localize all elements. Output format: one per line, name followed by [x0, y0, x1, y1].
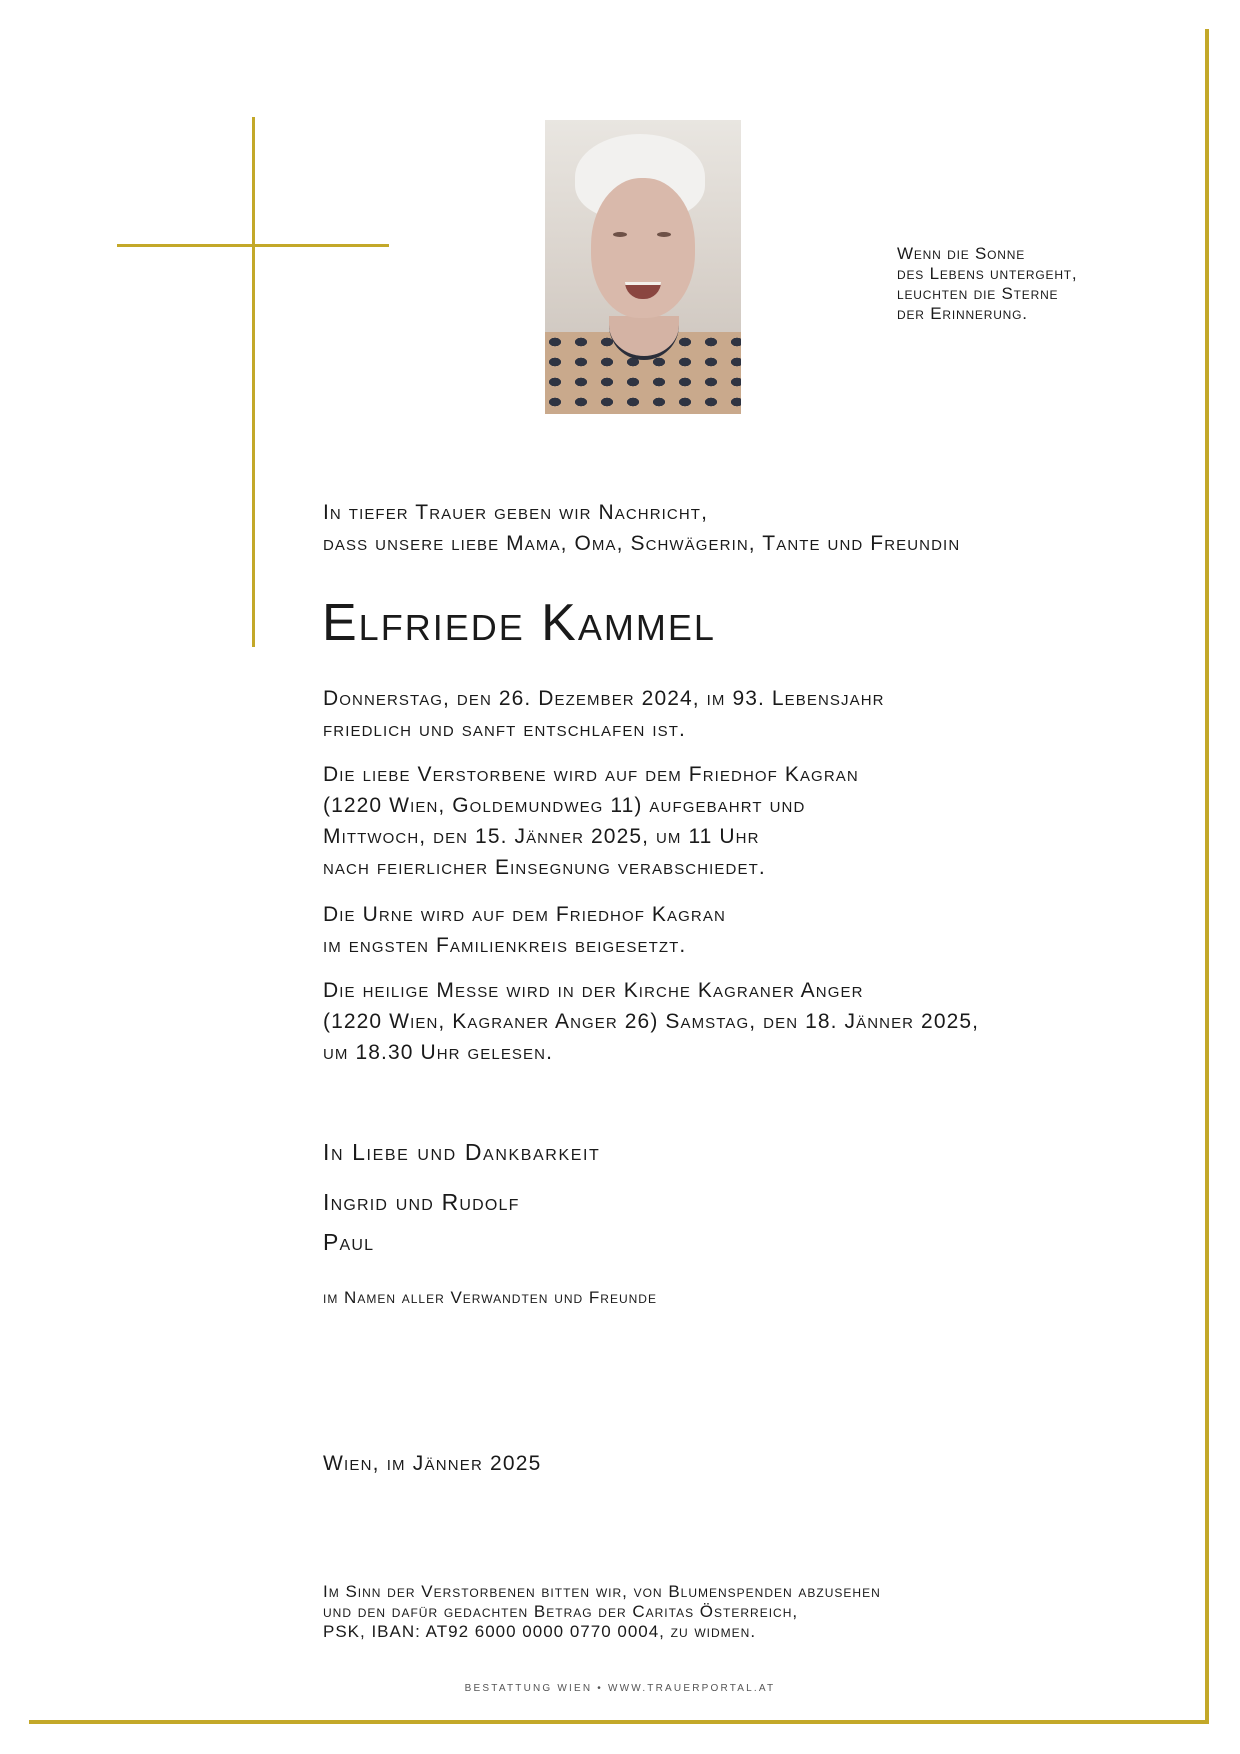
photo-eye-right	[657, 232, 671, 237]
paragraph-urn	[323, 899, 726, 961]
frame-bottom-line	[29, 1720, 1209, 1724]
memorial-quote	[897, 244, 1157, 324]
quote-line: Wenn die Sonne	[897, 244, 1026, 263]
intro-line: In tiefer Trauer geben wir Nachricht,	[323, 501, 708, 524]
paragraph-line: Die liebe Verstorbene wird auf dem Friedhof Kagran	[323, 763, 859, 786]
paragraph-line: um 18.30 Uhr gelesen.	[323, 1041, 554, 1064]
quote-line: leuchten die Sterne	[897, 284, 1059, 303]
donation-note	[323, 1582, 881, 1642]
relatives-note: im Namen aller Verwandten und Freunde	[323, 1288, 657, 1307]
paragraph-line: Mittwoch, den 15. Jänner 2025, um 11 Uhr	[323, 825, 760, 848]
frame-right-line	[1205, 29, 1209, 1724]
donation-line: Im Sinn der Verstorbenen bitten wir, von Blumenspenden abzusehen	[323, 1582, 881, 1601]
paragraph-line: Die heilige Messe wird in der Kirche Kagraner Anger	[323, 979, 864, 1002]
cross-horizontal-bar	[117, 244, 389, 247]
quote-line: des Lebens untergeht,	[897, 264, 1078, 283]
paragraph-death-date	[323, 683, 885, 745]
photo-eye-left	[613, 232, 627, 237]
paragraph-line: (1220 Wien, Kagraner Anger 26) Samstag, den 18. Jänner 2025,	[323, 1010, 980, 1033]
deceased-name: Elfriede Kammel	[322, 594, 716, 652]
closing-phrase: In Liebe und Dankbarkeit	[323, 1139, 601, 1165]
footer-imprint: BESTATTUNG WIEN • WWW.TRAUERPORTAL.AT	[464, 1683, 776, 1694]
paragraph-line: nach feierlicher Einsegnung verabschiedet.	[323, 856, 766, 879]
signatory: Ingrid und Rudolf	[323, 1189, 520, 1215]
paragraph-line: friedlich und sanft entschlafen ist.	[323, 718, 686, 741]
paragraph-line: im engsten Familienkreis beigesetzt.	[323, 934, 687, 957]
paragraph-line: Die Urne wird auf dem Friedhof Kagran	[323, 903, 726, 926]
cross-vertical-bar	[252, 117, 255, 647]
paragraph-line: (1220 Wien, Goldemundweg 11) aufgebahrt und	[323, 794, 806, 817]
paragraph-funeral	[323, 759, 859, 883]
paragraph-line: Donnerstag, den 26. Dezember 2024, im 93. Lebensjahr	[323, 687, 885, 710]
donation-line: PSK, IBAN: AT92 6000 0000 0770 0004, zu widmen.	[323, 1622, 757, 1641]
donation-line: und den dafür gedachten Betrag der Caritas Österreich,	[323, 1602, 799, 1621]
signatory: Paul	[323, 1229, 375, 1255]
quote-line: der Erinnerung.	[897, 304, 1028, 323]
announcement-intro	[323, 497, 960, 559]
place-date: Wien, im Jänner 2025	[323, 1452, 542, 1475]
intro-line: dass unsere liebe Mama, Oma, Schwägerin, Tante und Freundin	[323, 532, 961, 555]
paragraph-mass	[323, 975, 979, 1068]
portrait-photo	[545, 120, 741, 414]
